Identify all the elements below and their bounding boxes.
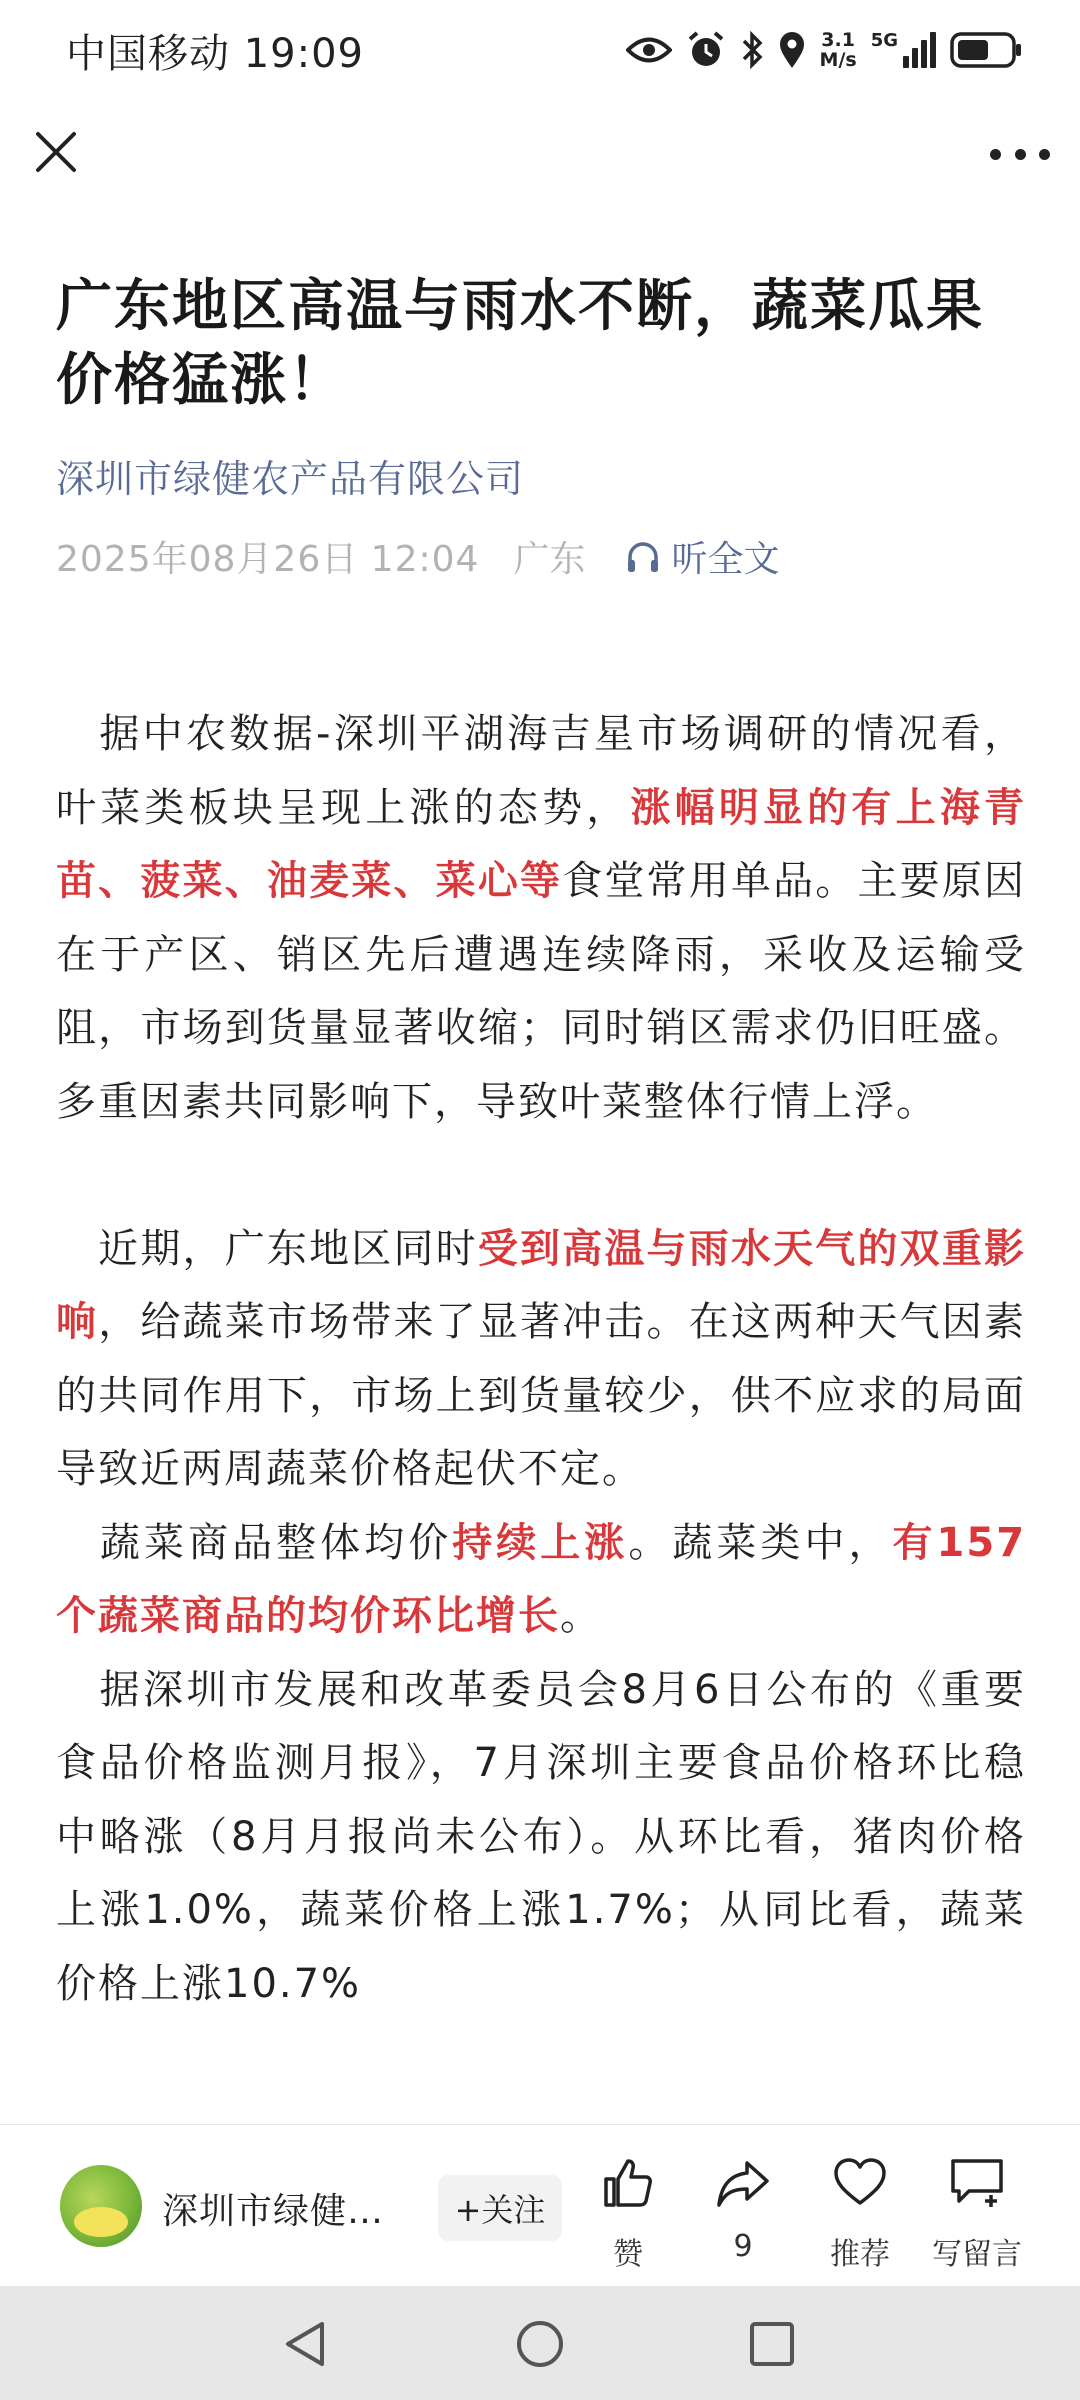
- thumbs-up-icon: [600, 2155, 656, 2211]
- close-icon: [30, 126, 82, 178]
- share-icon: [715, 2155, 771, 2211]
- net-speed: [820, 30, 857, 70]
- author-link[interactable]: 深圳市绿健农产品有限公司: [56, 457, 525, 501]
- bottom-action-bar: [0, 2124, 1080, 2286]
- comment-button[interactable]: [922, 2155, 1032, 2273]
- p2-text: 近期，广东地区同时: [56, 1225, 478, 1272]
- article-body: [56, 698, 1026, 2122]
- paragraph-3: [56, 1507, 1026, 1654]
- follow-button[interactable]: +关注: [438, 2175, 562, 2241]
- recommend-label: 推荐: [830, 2237, 890, 2272]
- article-meta: [56, 531, 1026, 582]
- more-button[interactable]: [990, 134, 1050, 174]
- paragraph-1: [56, 698, 1026, 1139]
- share-button[interactable]: [688, 2155, 798, 2264]
- more-icon-dot: [1039, 149, 1050, 160]
- status-bar: [0, 0, 1080, 100]
- headphones-icon: [625, 539, 661, 575]
- bluetooth-icon: [740, 30, 764, 70]
- like-label: 赞: [613, 2237, 643, 2272]
- status-icons: [626, 30, 1024, 70]
- p3-highlight: 持续上涨: [452, 1519, 629, 1566]
- article-title: 广东地区高温与雨水不断，蔬菜瓜果价格猛涨！: [56, 274, 984, 413]
- p3-text: 蔬菜商品整体均价: [56, 1519, 453, 1566]
- paragraph-gap: [56, 1139, 1026, 1213]
- battery-icon: [950, 31, 1024, 69]
- p2-highlight: 受到高温与雨水天气的双重影响: [56, 1225, 1026, 1345]
- article-header: [56, 270, 1026, 582]
- eye-icon: [626, 35, 672, 65]
- p3-highlight: 有157个蔬菜商品的均价环比增长: [56, 1519, 1026, 1639]
- carrier-time: 中国移动 19:09: [66, 30, 364, 77]
- network-type: 5G: [870, 30, 898, 51]
- account-name[interactable]: 深圳市绿健…: [162, 2191, 385, 2232]
- p2-text: ，给蔬菜市场带来了显著冲击。在这两种天气因素的共同作用下，市场上到货量较少，供不应求的局面导致近两周蔬菜价格起伏不定。: [56, 1299, 1026, 1492]
- system-nav-bar: [0, 2286, 1080, 2400]
- recommend-button[interactable]: [805, 2155, 915, 2273]
- p1-text: 据中农数据-深圳平湖海吉星市场调研的情况看，叶菜类板块呈现上涨的态势，: [56, 711, 1026, 831]
- more-icon-dot: [1015, 149, 1026, 160]
- signal-icon: [871, 32, 936, 68]
- share-count: 9: [733, 2229, 753, 2264]
- recents-icon[interactable]: [746, 2318, 798, 2370]
- location-icon: [778, 30, 806, 70]
- comment-label: 写留言: [932, 2237, 1022, 2272]
- account-avatar[interactable]: [60, 2165, 142, 2247]
- net-speed-value: 3.1: [821, 29, 855, 51]
- close-button[interactable]: [30, 126, 82, 178]
- p3-text: 。蔬菜类中，: [628, 1519, 893, 1566]
- back-icon[interactable]: [280, 2318, 332, 2370]
- like-button[interactable]: [573, 2155, 683, 2273]
- listen-button[interactable]: [625, 531, 779, 582]
- publish-date: 2025年08月26日 12:04: [56, 539, 480, 580]
- listen-label: 听全文: [671, 539, 780, 580]
- alarm-icon: [686, 30, 726, 70]
- paragraph-4: 据深圳市发展和改革委员会8月6日公布的《重要食品价格监测月报》，7月深圳主要食品价格环比稳中略涨（8月月报尚未公布）。从环比看，猪肉价格上涨1.0%，蔬菜价格上涨1.7%；从同比看，蔬菜价格上涨10.7%: [56, 1666, 1026, 2007]
- comment-icon: [947, 2155, 1007, 2211]
- top-bar: [0, 110, 1080, 200]
- paragraph-2: [56, 1213, 1026, 1507]
- p1-highlight: 涨幅明显的有上海青苗、菠菜、油麦菜、菜心等: [56, 784, 1026, 904]
- p1-text: 食堂常用单品。主要原因在于产区、销区先后遭遇连续降雨，采收及运输受阻，市场到货量显著收缩；同时销区需求仍旧旺盛。多重因素共同影响下，导致叶菜整体行情上浮。: [56, 858, 1026, 1125]
- more-icon-dot: [990, 149, 1001, 160]
- publish-region: 广东: [513, 539, 586, 580]
- net-speed-unit: M/s: [819, 49, 857, 71]
- home-icon[interactable]: [514, 2318, 566, 2370]
- heart-icon: [832, 2155, 888, 2211]
- p3-text: 。: [560, 1593, 602, 1639]
